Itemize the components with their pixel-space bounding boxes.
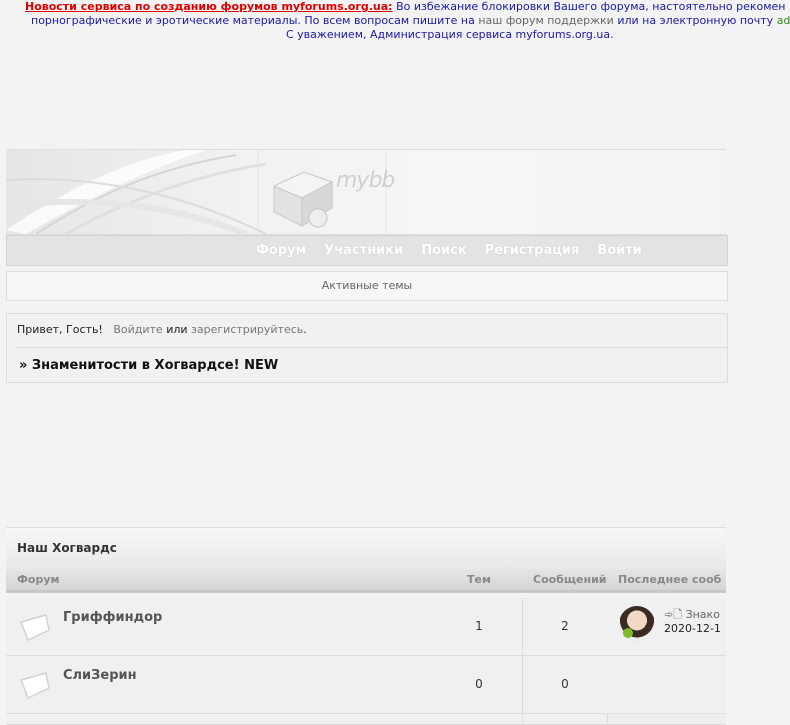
announcement-link[interactable]: » Знаменитости в Хогвардсе! NEW <box>19 358 279 373</box>
login-link[interactable]: Войдите <box>113 323 163 336</box>
avatar[interactable] <box>619 606 655 642</box>
mybb-logo: mybb <box>336 168 395 193</box>
posts-count: 0 <box>523 656 608 713</box>
forum-link-gryffindor[interactable]: Гриффиндор <box>63 610 163 625</box>
notice-text-1: Во избежание блокировки Вашего форума, настоятельно рекомен <box>392 0 786 13</box>
topics-count: 1 <box>436 598 523 655</box>
greeting-or: или <box>166 323 188 336</box>
notice-text-2b: или на электронную почту <box>613 14 777 27</box>
category-title[interactable]: Наш Хогвардс <box>17 541 117 555</box>
notice-headline-link[interactable]: Новости сервиса по созданию форумов myforums.org.ua: <box>25 0 393 13</box>
notice-signature: С уважением, Администрация сервиса myforums.org.ua. <box>286 28 614 41</box>
nav-members[interactable]: Участники <box>324 243 404 258</box>
forum-table-header <box>6 570 726 593</box>
register-link[interactable]: зарегистрируйтесь <box>191 323 304 336</box>
forum-info-cell <box>6 656 437 713</box>
nav-forum[interactable]: Форум <box>256 243 307 258</box>
greeting-line <box>17 323 307 336</box>
service-notice <box>0 0 790 42</box>
forum-row <box>6 656 726 714</box>
new-post-icon: ➾🗋 <box>664 608 686 621</box>
divider <box>17 347 727 348</box>
posts-count: 2 <box>523 598 608 655</box>
active-topics-link[interactable]: Активные темы <box>6 271 728 301</box>
forum-link-slytherin[interactable]: СлиЗерин <box>63 668 137 683</box>
welcome-panel <box>6 313 728 383</box>
last-post-topic[interactable]: ➾🗋 Знако <box>664 608 720 621</box>
col-last-post: Последнее сооб <box>618 573 722 586</box>
nav-register[interactable]: Регистрация <box>484 243 580 258</box>
notice-text-2a: порнографические и эротические материалы. По всем вопросам пишите на <box>31 14 479 27</box>
last-post-cell <box>607 656 726 713</box>
forum-row <box>6 598 726 656</box>
col-forum: Форум <box>17 573 60 586</box>
last-post-cell <box>607 598 726 655</box>
nav-login[interactable]: Войти <box>597 243 642 258</box>
forum-info-cell <box>6 598 437 655</box>
email-link[interactable]: ad <box>776 14 790 27</box>
forum-folder-icon <box>18 612 52 642</box>
forum-row <box>6 714 726 725</box>
nav-search[interactable]: Поиск <box>421 243 467 258</box>
support-forum-link[interactable]: наш форум поддержки <box>478 14 614 27</box>
forum-folder-icon <box>18 670 52 700</box>
greeting-dot: . <box>303 323 307 336</box>
last-post-date: 2020-12-1 <box>664 622 721 635</box>
greeting-text: Привет, Гость! <box>17 323 103 336</box>
main-navigation <box>6 235 728 266</box>
topics-count: 0 <box>436 656 523 713</box>
forum-banner <box>6 149 726 235</box>
col-topics: Тем <box>467 573 491 586</box>
col-posts: Сообщений <box>533 573 607 586</box>
category-header <box>6 527 726 570</box>
